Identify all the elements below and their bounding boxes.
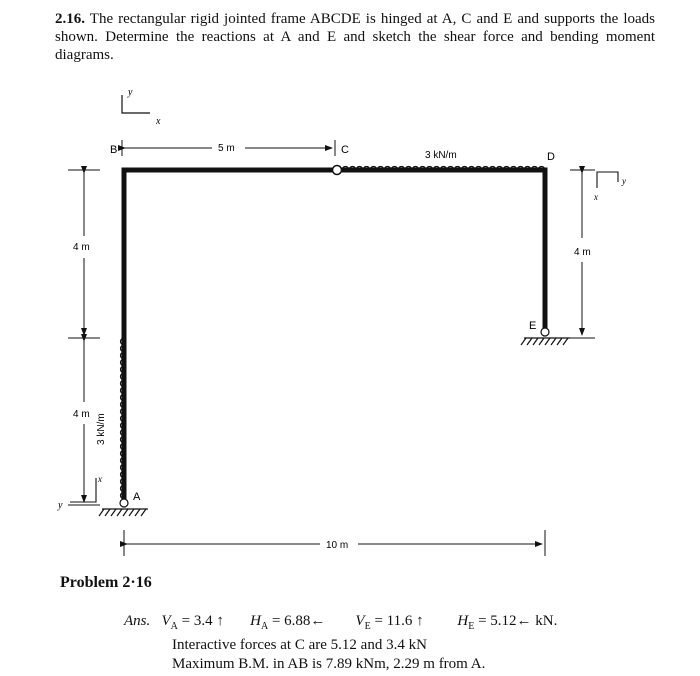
- dim-right-label: 4 m: [574, 247, 591, 258]
- answer-ve: $V_E = 11.6$ ↑: [355, 613, 424, 632]
- answer-line-1: [124, 612, 557, 636]
- axis-x-label: x: [156, 116, 161, 127]
- frame-members: [124, 170, 545, 500]
- answer-he: $H_E$ = 5.12← kN.: [457, 613, 558, 632]
- figure-caption: Problem 2·16: [60, 574, 152, 591]
- local-y-a: y: [58, 500, 63, 511]
- support-a: [99, 499, 148, 516]
- dim-left-lower-label: 4 m: [73, 409, 90, 420]
- local-y-d: y: [622, 176, 626, 186]
- dimension-left: [68, 170, 100, 505]
- node-label-d: D: [547, 151, 555, 163]
- load-top-label: 3 kN/m: [425, 150, 457, 161]
- global-axes: [122, 95, 150, 113]
- answer-prefix: Ans.: [124, 613, 151, 629]
- node-label-a: A: [133, 491, 141, 503]
- answer-va: $V_A = 3.4$ ↑: [161, 613, 224, 632]
- axis-y-label: y: [128, 87, 133, 98]
- node-label-c: C: [341, 144, 349, 156]
- answer-line-3: Maximum B.M. in AB is 7.89 kNm, 2.29 m from A.: [172, 656, 486, 672]
- hinge-c: [333, 166, 342, 175]
- dim-top-label: 5 m: [218, 143, 235, 154]
- answer-line-2: Interactive forces at C are 5.12 and 3.4 kN: [172, 637, 427, 653]
- local-x-a: x: [98, 474, 102, 484]
- local-axes-a: [70, 478, 96, 502]
- dim-left-upper-label: 4 m: [73, 242, 90, 253]
- dim-bottom-label: 10 m: [326, 540, 349, 551]
- problem-text: The rectangular rigid jointed frame ABCDE is hinged at A, C and E and supports the loads shown. Determine the reactions at A and E and sketch the shear force and bending moment diagrams.: [55, 11, 655, 63]
- answer-ha: $H_A$ = 6.88←: [250, 613, 326, 632]
- local-axes-d: [597, 172, 618, 188]
- local-x-d: x: [594, 192, 598, 202]
- load-left-label: 3 kN/m: [96, 413, 107, 445]
- node-label-b: B: [110, 144, 118, 156]
- problem-number: 2.16.: [55, 11, 85, 27]
- node-label-e: E: [529, 320, 537, 332]
- answers: [124, 612, 557, 674]
